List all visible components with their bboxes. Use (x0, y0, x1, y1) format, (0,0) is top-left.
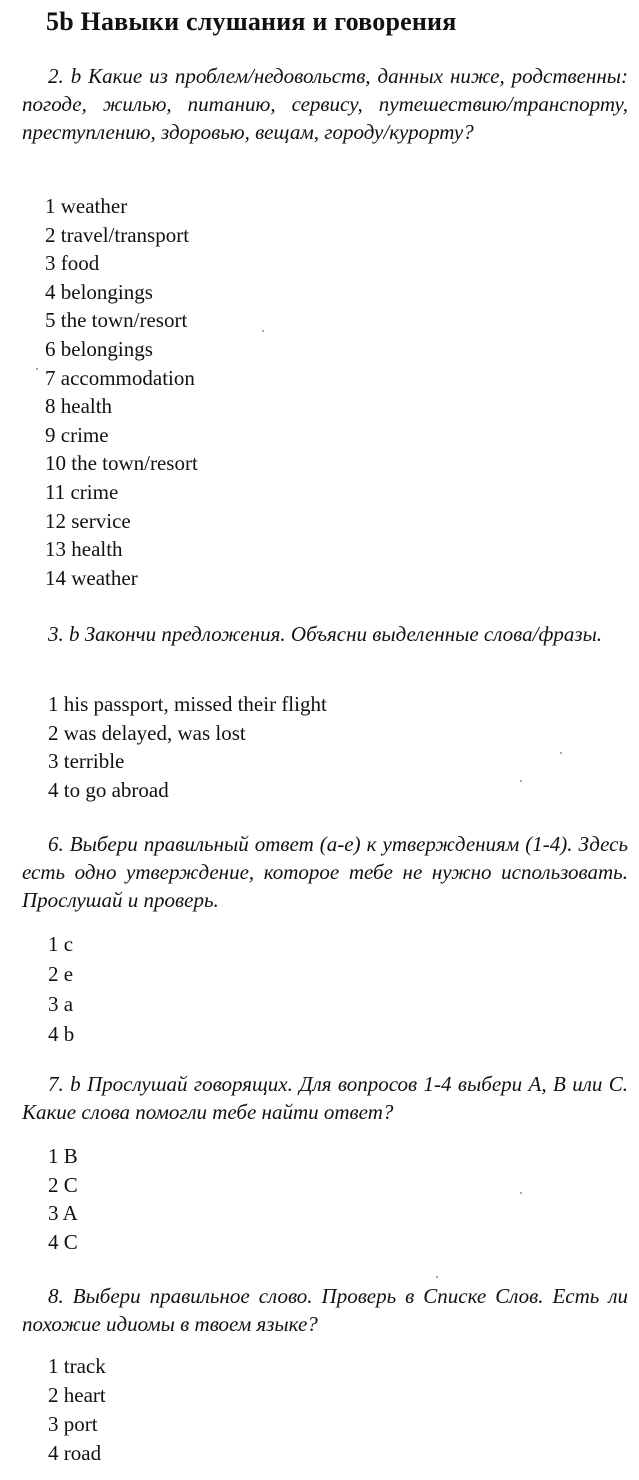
answer-item: 12 service (45, 508, 131, 533)
answer-item: 2 was delayed, was lost (48, 720, 246, 745)
exercise-8-instruction: 8. Выбери правильное слово. Проверь в Списке Слов. Есть ли похожие идиомы в твоем языке? (22, 1284, 628, 1336)
answer-item: 10 the town/resort (45, 451, 198, 476)
answer-item: 4 to go abroad (48, 778, 169, 803)
answer-item: 2 C (48, 1172, 78, 1197)
answer-item: 9 crime (45, 422, 109, 447)
scan-speck (36, 368, 38, 370)
exercise-3b-answers (48, 690, 327, 805)
answer-item: 2 travel/transport (45, 222, 190, 247)
scan-speck (262, 330, 264, 332)
answer-item: 3 A (48, 1201, 78, 1226)
answer-item: 7 accommodation (45, 365, 195, 390)
answer-item: 1 his passport, missed their flight (48, 692, 327, 716)
scan-speck (520, 1192, 522, 1194)
exercise-6-answers (48, 929, 74, 1049)
answer-item: 3 a (48, 992, 74, 1016)
exercise-8-answers (48, 1352, 106, 1468)
exercise-7b-answers (48, 1142, 78, 1256)
page-title: 5b Навыки слушания и говорения (46, 7, 457, 36)
answer-item: 8 health (45, 394, 113, 419)
answer-item: 4 C (48, 1229, 78, 1254)
exercise-3b-instruction: 3. b Закончи предложения. Объясни выделенные слова/фразы. (48, 622, 603, 646)
scan-speck (520, 780, 522, 782)
exercise-2b-answers (45, 192, 198, 592)
answer-item: 2 e (48, 962, 74, 986)
answer-item: 3 port (48, 1412, 98, 1436)
answer-item: 2 heart (48, 1383, 106, 1407)
answer-item: 4 b (48, 1022, 75, 1046)
answer-item: 3 terrible (48, 749, 125, 774)
answer-item: 5 the town/resort (45, 308, 188, 333)
answer-item: 13 health (45, 537, 123, 562)
answer-item: 1 c (48, 932, 74, 956)
answer-item: 14 weather (45, 565, 138, 590)
answer-item: 11 crime (45, 479, 119, 504)
answer-item: 1 track (48, 1354, 106, 1378)
answer-item: 4 road (48, 1441, 102, 1465)
scan-speck (436, 1276, 438, 1278)
answer-item: 4 belongings (45, 279, 153, 304)
exercise-7b-instruction: 7. b Прослушай говорящих. Для вопросов 1-4 выбери A, B или C. Какие слова помогли тебе найти ответ? (22, 1072, 628, 1124)
answer-item: 1 B (48, 1144, 78, 1168)
exercise-2b-instruction: 2. b Какие из проблем/недовольств, данных ниже, родственны: погоде, жилью, питанию, сервису, путешествию/транспорту, преступлению, здоровью, вещам, городу/курорту? (22, 64, 628, 144)
exercise-6-instruction: 6. Выбери правильный ответ (a-e) к утверждениям (1-4). Здесь есть одно утверждение, которое тебе не нужно использовать. Прослушай и проверь. (22, 832, 628, 912)
scan-speck (560, 752, 562, 754)
answer-item: 1 weather (45, 194, 128, 218)
answer-item: 6 belongings (45, 336, 153, 361)
answer-item: 3 food (45, 251, 100, 276)
